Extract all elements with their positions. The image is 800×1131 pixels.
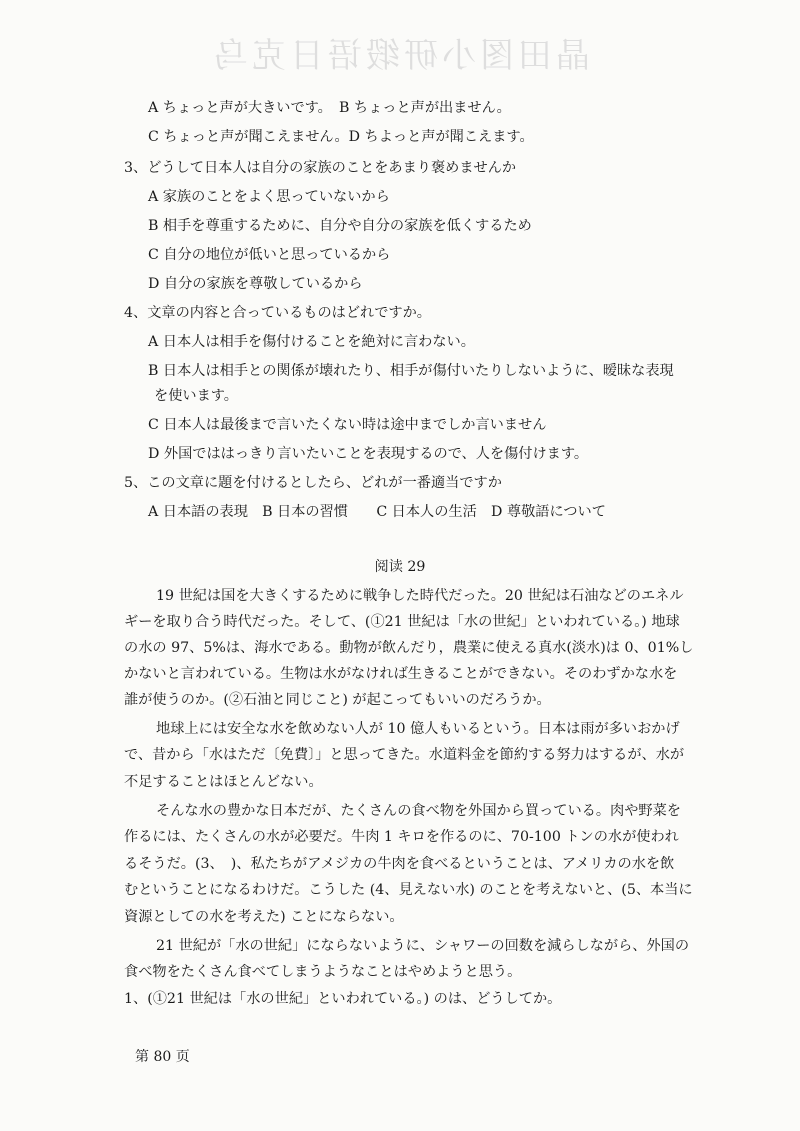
option-line: C ちょっと声が聞こえません。D ちよっと声が聞こえます。 (148, 129, 534, 145)
passage-line: 19 世紀は国を大きくするために戦争した時代だった。20 世紀は石油などのエネル (156, 588, 684, 604)
passage-line: 食べ物をたくさん食べてしまうようなことはやめようと思う。 (124, 964, 522, 980)
question-line: 1、(①21 世紀は「水の世紀」といわれている。) のは、どうしてか。 (124, 991, 562, 1007)
passage-line: 誰が使うのか。(②石油と同じこと) が起こってもいいのだろうか。 (124, 692, 551, 708)
passage-line: で、昔から「水はただ〔免費〕」と思ってきた。水道料金を節約する努力はするが、水が (124, 747, 685, 763)
page-number: 第 80 页 (135, 1049, 190, 1065)
passage-line: そんな水の豊かな日本だが、たくさんの食べ物を外国から買っている。肉や野菜を (156, 803, 681, 819)
passage-line: 不足することはほとんどない。 (124, 774, 323, 790)
question-line: 3、どうして日本人は自分の家族のことをあまり褒めませんか (124, 160, 517, 176)
option-line: A 日本語の表現 B 日本の習慣 C 日本人の生活 D 尊敬語について (148, 504, 606, 520)
passage-line: 資源としての水を考えた) ことにならない。 (124, 909, 404, 925)
option-line: A 日本人は相手を傷付けることを絶対に言わない。 (148, 334, 475, 350)
header-watermark: 晶田图小研缎语日克乌 (210, 36, 590, 76)
question-line: 4、文章の内容と合っているものはどれですか。 (124, 305, 431, 321)
passage-line: 地球上には安全な水を飲めない人が 10 億人もいるという。日本は雨が多いおかげ (156, 721, 680, 737)
passage-line: 21 世紀が「水の世紀」にならないように、シャワーの回数を減らしながら、外国の (156, 938, 690, 954)
option-line: B 相手を尊重するために、自分や自分の家族を低くするため (148, 218, 532, 234)
option-line: D 自分の家族を尊敬しているから (148, 276, 363, 292)
option-line: A 家族のことをよく思っていないから (148, 189, 390, 205)
option-line: C 自分の地位が低いと思っているから (148, 247, 391, 263)
section-title: 阅读 29 (374, 559, 426, 575)
option-line: C 日本人は最後まで言いたくない時は途中までしか言いません (148, 417, 547, 433)
option-line: A ちょっと声が大きいです。 B ちょっと声が出ません。 (148, 100, 511, 116)
passage-line: の水の 97、5%は、海水である。動物が飲んだり，農業に使える真水(淡水)は 0、01%し (124, 640, 694, 656)
passage-line: ギーを取り合う時代だった。そして、(①21 世紀は「水の世紀」といわれている。) 地球 (124, 614, 680, 630)
option-line: を使います。 (154, 388, 238, 404)
passage-line: むということになるわけだ。こうした (4、見えない水) のことを考えないと、(5、本当に (124, 882, 693, 898)
option-line: D 外国でははっきり言いたいことを表現するので、人を傷付けます。 (148, 446, 589, 462)
question-line: 5、この文章に題を付けるとしたら、どれが一番適当ですか (124, 475, 502, 491)
option-line: B 日本人は相手との関係が壊れたり、相手が傷付いたりしないように、暧昧な表現 (148, 363, 674, 379)
passage-line: かないと言われている。生物は水がなければ生きることができない。そのわずかな水を (124, 666, 678, 682)
passage-line: るそうだ。(3、 )、私たちがアメジカの牛肉を食べるということは、アメリカの水を飲 (124, 856, 675, 872)
passage-line: 作るには、たくさんの水が必要だ。牛肉 1 キロを作るのに、70-100 トンの水が使われ (124, 829, 679, 845)
